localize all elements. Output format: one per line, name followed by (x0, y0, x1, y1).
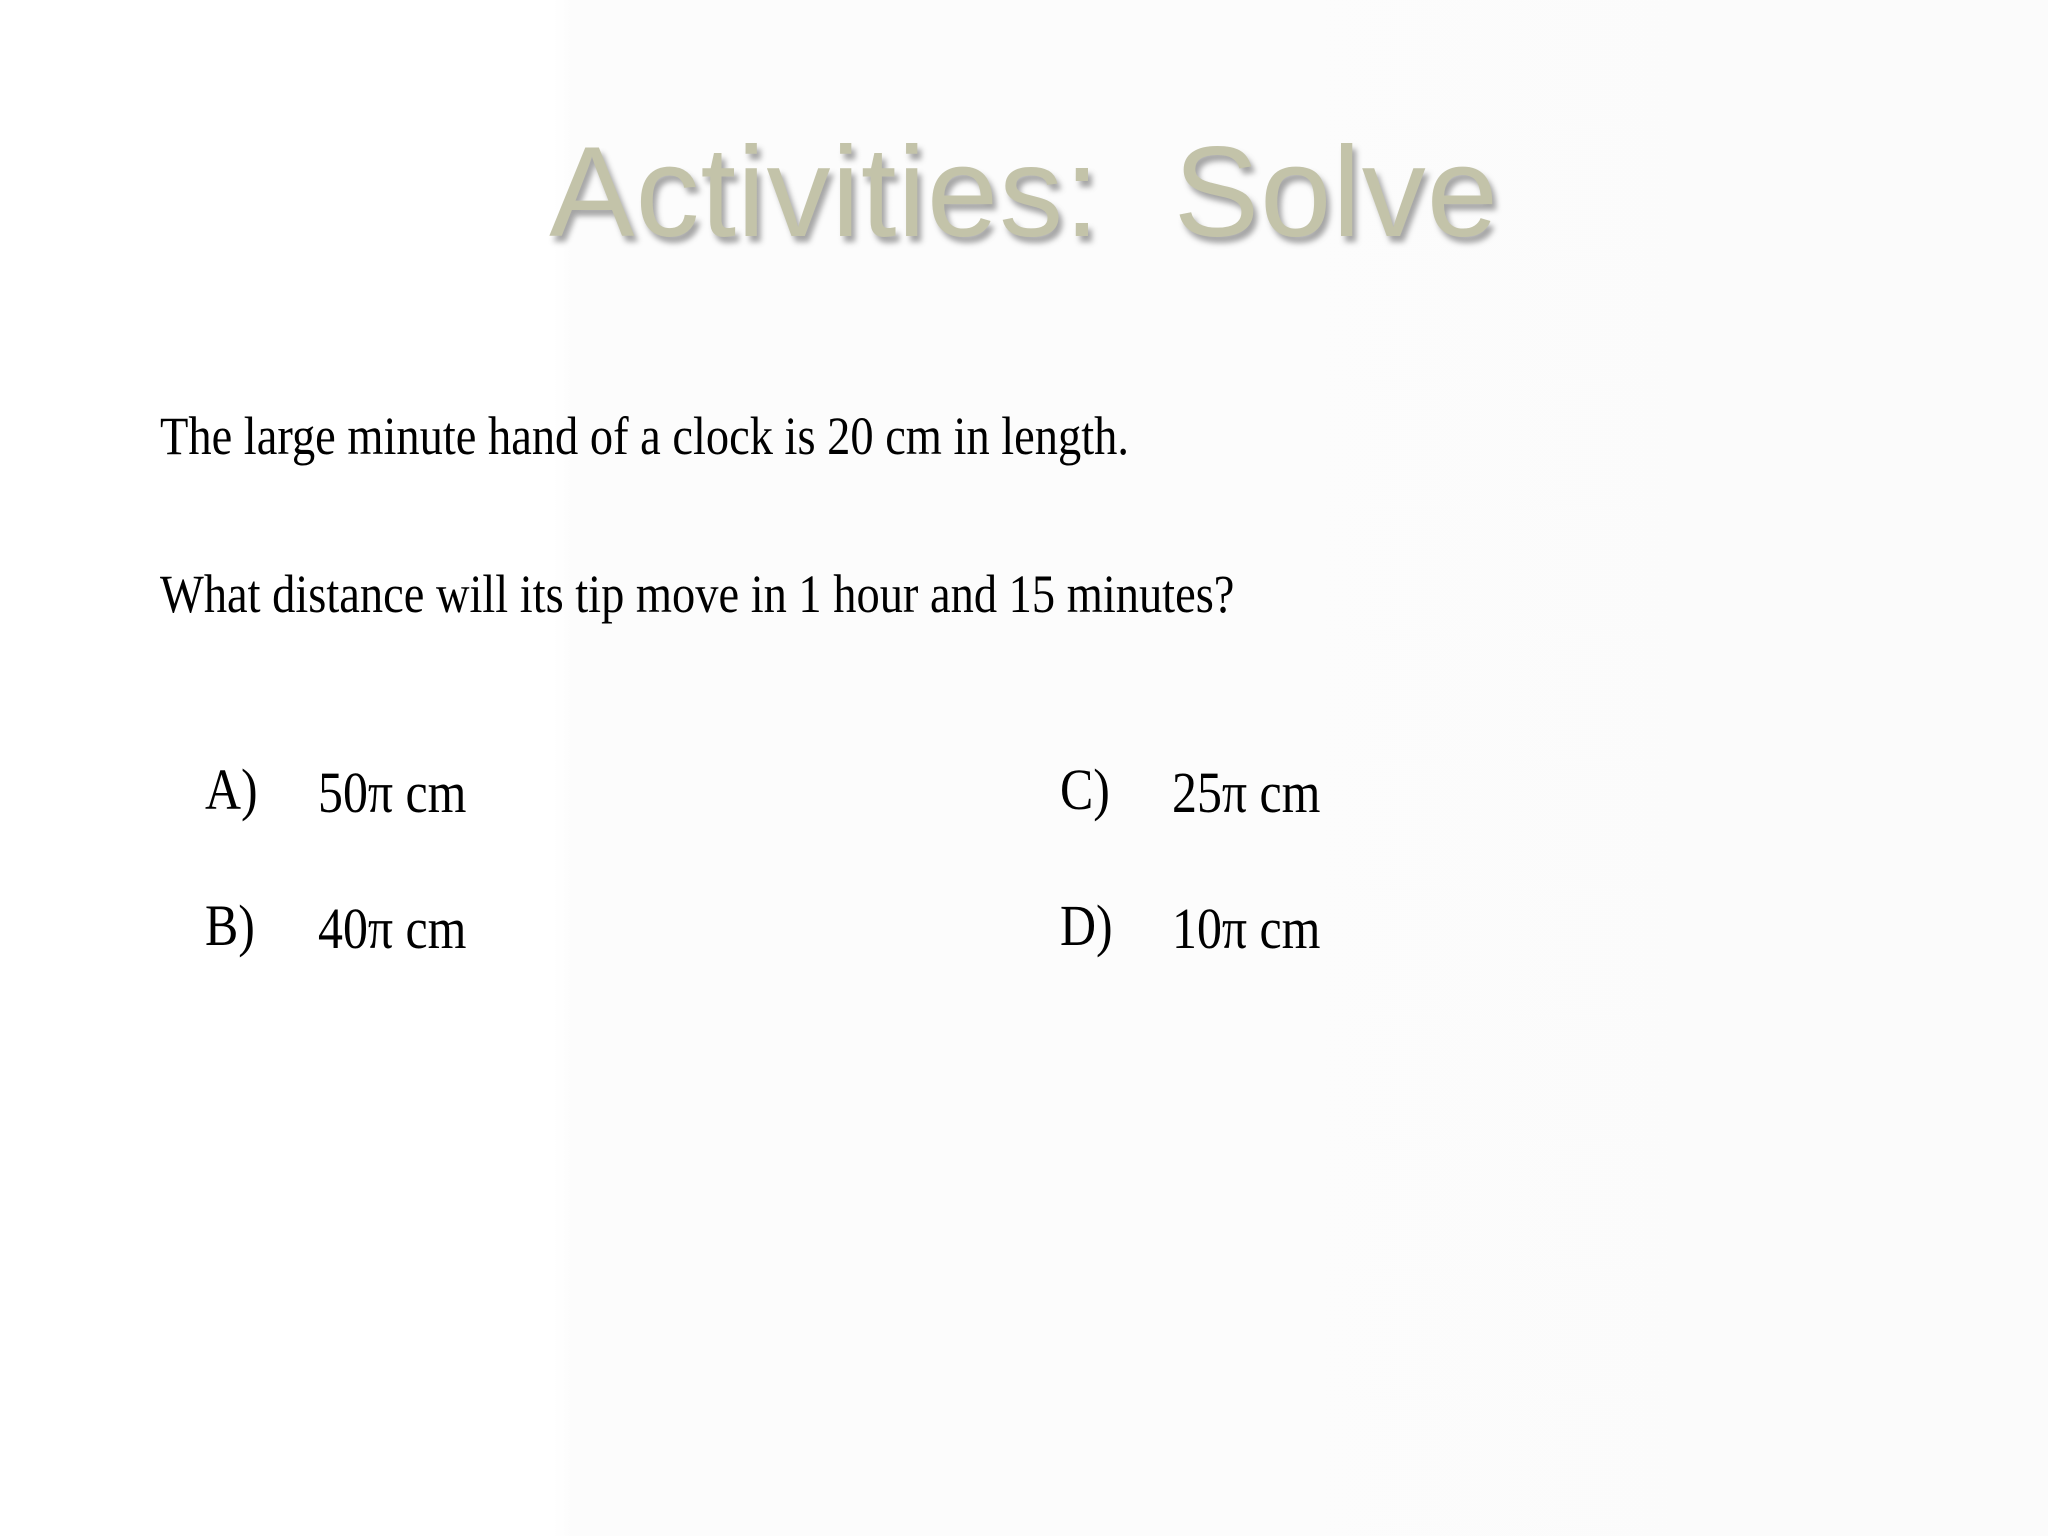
slide-title: Activities: Solve (549, 121, 1499, 264)
option-a-value: 50π cm (318, 760, 467, 825)
question-statement: The large minute hand of a clock is 20 cm in length. (160, 406, 1129, 466)
option-b-letter: B) (205, 893, 255, 958)
option-d-value: 10π cm (1172, 896, 1321, 961)
option-d-letter: D) (1060, 893, 1113, 958)
option-b-value: 40π cm (318, 896, 467, 961)
option-c-value: 25π cm (1172, 760, 1321, 825)
option-a-letter: A) (205, 757, 258, 822)
question-prompt: What distance will its tip move in 1 hour and 15 minutes? (160, 564, 1235, 624)
option-c-letter: C) (1060, 757, 1110, 822)
